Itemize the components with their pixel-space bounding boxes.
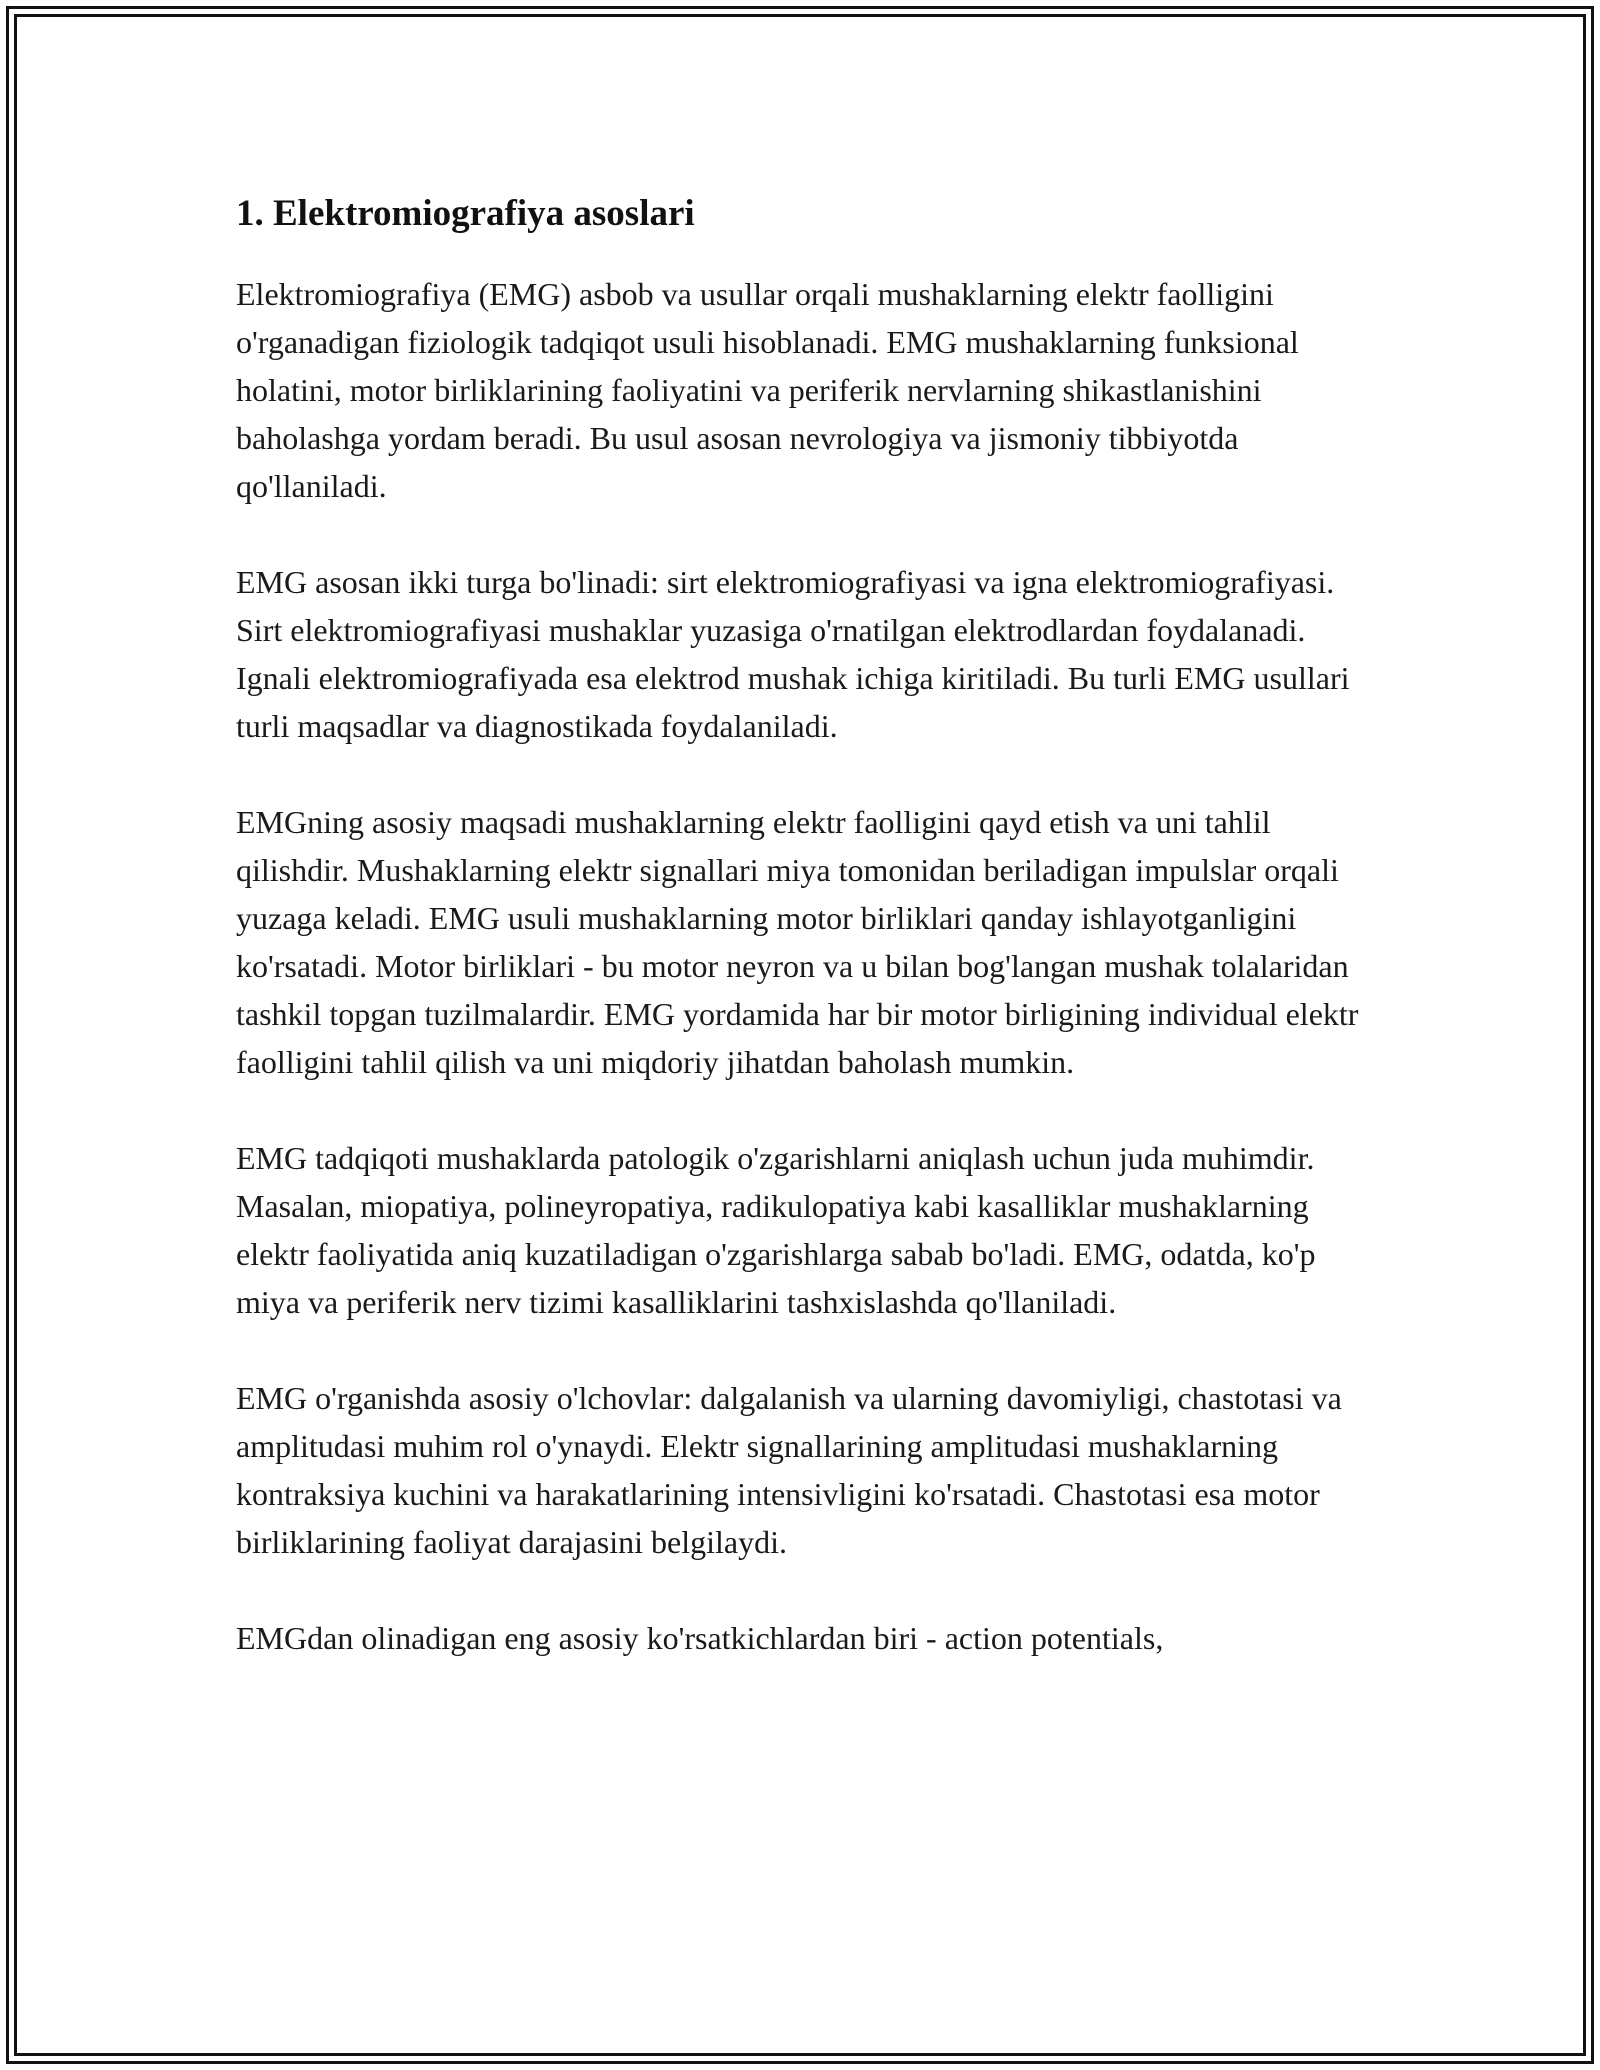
paragraph-emg-indicators: EMGdan olinadigan eng asosiy ko'rsatkichlardan biri - action potentials, [236,1620,1164,1656]
section-heading: 1. Elektromiografiya asoslari [236,193,695,234]
paragraph-emg-definition: Elektromiografiya (EMG) asbob va usullar orqali mushaklarning elektr faolligini o'rganadigan fiziologik tadqiqot usuli hisoblanadi. EMG mushaklarning funksional holatini, motor birliklarining faoliyatini va periferik nervlarning shikastlanishini baholashga yordam beradi. Bu usul asosan nevrologiya va jismoniy tibbiyotda qo'llaniladi. [236,276,1299,504]
paragraph-emg-purpose: EMGning asosiy maqsadi mushaklarning elektr faolligini qayd etish va uni tahlil qilishdir. Mushaklarning elektr signallari miya tomonidan beriladigan impulslar orqali yuzaga keladi. EMG usuli mushaklarning motor birliklari qanday ishlayotganligini ko'rsatadi. Motor birliklari - bu motor neyron va u bilan bog'langan mushak tolalaridan tashkil topgan tuzilmalardir. EMG yordamida har bir motor birligining individual elektr faolligini tahlil qilish va uni miqdoriy jihatdan baholash mumkin. [236,804,1359,1080]
paragraph-emg-pathology: EMG tadqiqoti mushaklarda patologik o'zgarishlarni aniqlash uchun juda muhimdir. Masalan, miopatiya, polineyropatiya, radikulopatiya kabi kasalliklar mushaklarning elektr faoliyatida aniq kuzatiladigan o'zgarishlarga sabab bo'ladi. EMG, odatda, ko'p miya va periferik nerv tizimi kasalliklarini tashxislashda qo'llaniladi. [236,1140,1316,1320]
paragraph-emg-measurements: EMG o'rganishda asosiy o'lchovlar: dalgalanish va ularning davomiyligi, chastotasi va amplitudasi muhim rol o'ynaydi. Elektr signallarining amplitudasi mushaklarning kontraksiya kuchini va harakatlarining intensivligini ko'rsatadi. Chastotasi esa motor birliklarining faoliyat darajasini belgilaydi. [236,1380,1342,1560]
document-body [236,188,1386,1710]
paragraph-emg-types: EMG asosan ikki turga bo'linadi: sirt elektromiografiyasi va igna elektromiografiyasi. Sirt elektromiografiyasi mushaklar yuzasiga o'rnatilgan elektrodlardan foydalanadi. Ignali elektromiografiyada esa elektrod mushak ichiga kiritiladi. Bu turli EMG usullari turli maqsadlar va diagnostikada foydalaniladi. [236,564,1350,744]
